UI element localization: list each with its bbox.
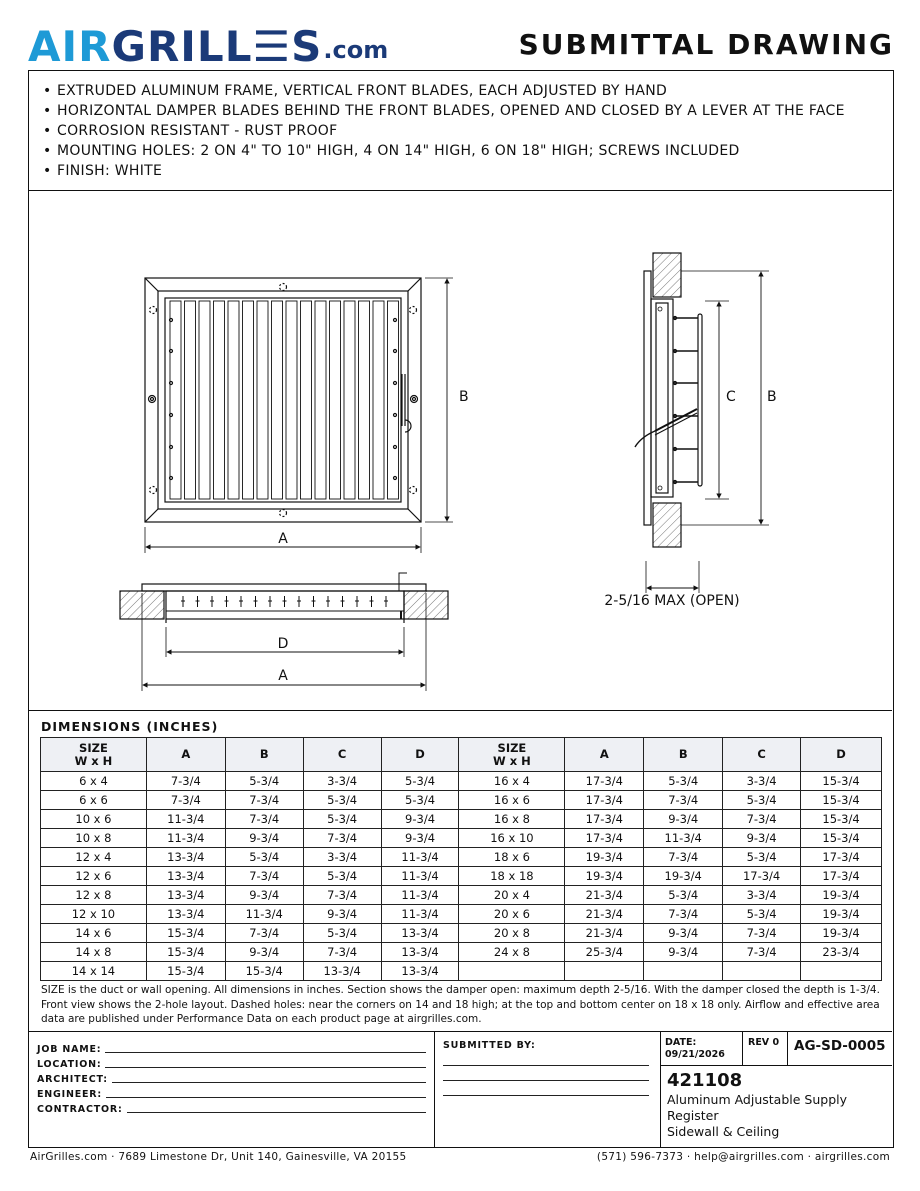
table-cell: 12 x 8 bbox=[41, 886, 147, 905]
job-info bbox=[29, 1032, 435, 1148]
front-blade bbox=[272, 301, 283, 499]
note-item: • HORIZONTAL DAMPER BLADES BEHIND THE FRONT BLADES, OPENED AND CLOSED BY A LEVER AT THE FACE bbox=[43, 101, 878, 121]
table-cell: 19-3/4 bbox=[565, 867, 644, 886]
table-cell: 21-3/4 bbox=[565, 905, 644, 924]
table-cell: 5-3/4 bbox=[381, 772, 459, 791]
table-cell: 7-3/4 bbox=[723, 810, 801, 829]
table-cell: 9-3/4 bbox=[644, 924, 723, 943]
front-blade bbox=[185, 301, 196, 499]
table-cell: 7-3/4 bbox=[644, 905, 723, 924]
table-row bbox=[41, 867, 882, 886]
table-cell: 15-3/4 bbox=[146, 962, 225, 981]
logo-grilles: GRILL☰S bbox=[111, 22, 323, 71]
table-cell: 17-3/4 bbox=[801, 848, 882, 867]
table-cell: 15-3/4 bbox=[801, 772, 882, 791]
table-cell bbox=[723, 962, 801, 981]
table-row bbox=[41, 905, 882, 924]
front-blade bbox=[243, 301, 254, 499]
table-cell: 5-3/4 bbox=[303, 810, 381, 829]
table-cell: 7-3/4 bbox=[146, 772, 225, 791]
table-cell: 9-3/4 bbox=[381, 829, 459, 848]
revision-cell: REV 0 bbox=[743, 1032, 788, 1066]
damper-pivot bbox=[394, 477, 397, 480]
table-cell: 9-3/4 bbox=[644, 810, 723, 829]
table-cell: 7-3/4 bbox=[146, 791, 225, 810]
column-header: D bbox=[801, 738, 882, 772]
table-cell: 15-3/4 bbox=[801, 829, 882, 848]
table-cell: 13-3/4 bbox=[381, 924, 459, 943]
description-line: Sidewall & Ceiling bbox=[667, 1124, 780, 1139]
front-blade bbox=[315, 301, 326, 499]
footer-address: AirGrilles.com · 7689 Limestone Dr, Unit 140, Gainesville, VA 20155 bbox=[30, 1151, 407, 1163]
table-cell: 3-3/4 bbox=[303, 772, 381, 791]
table-cell: 9-3/4 bbox=[381, 810, 459, 829]
table-cell: 5-3/4 bbox=[303, 791, 381, 810]
damper-pivot bbox=[170, 319, 173, 322]
table-cell: 9-3/4 bbox=[303, 905, 381, 924]
front-blade bbox=[199, 301, 210, 499]
table-row bbox=[41, 943, 882, 962]
table-cell bbox=[459, 962, 565, 981]
front-blade bbox=[228, 301, 239, 499]
table-cell: 15-3/4 bbox=[801, 810, 882, 829]
table-cell: 19-3/4 bbox=[565, 848, 644, 867]
document-number: AG-SD-0005 bbox=[788, 1032, 892, 1066]
side-dim-b: B bbox=[767, 389, 777, 405]
column-header: C bbox=[723, 738, 801, 772]
table-cell: 17-3/4 bbox=[565, 829, 644, 848]
damper-pivot bbox=[170, 477, 173, 480]
note-item: • CORROSION RESISTANT - RUST PROOF bbox=[43, 121, 878, 141]
table-cell: 20 x 4 bbox=[459, 886, 565, 905]
table-header-row bbox=[41, 738, 882, 772]
table-row bbox=[41, 791, 882, 810]
table-cell: 15-3/4 bbox=[146, 924, 225, 943]
column-header: C bbox=[303, 738, 381, 772]
table-cell: 13-3/4 bbox=[381, 962, 459, 981]
damper-pivot bbox=[170, 446, 173, 449]
damper-pivot bbox=[394, 319, 397, 322]
footer-contact: (571) 596-7373 · help@airgrilles.com · airgrilles.com bbox=[596, 1151, 890, 1163]
table-cell: 17-3/4 bbox=[801, 867, 882, 886]
airgrilles-logo bbox=[28, 20, 388, 70]
table-cell: 16 x 8 bbox=[459, 810, 565, 829]
column-header: A bbox=[565, 738, 644, 772]
date-cell bbox=[661, 1032, 743, 1066]
table-cell: 7-3/4 bbox=[303, 829, 381, 848]
submitted-by-section bbox=[435, 1032, 661, 1148]
submittal-sheet bbox=[28, 70, 894, 1148]
table-cell: 16 x 6 bbox=[459, 791, 565, 810]
dimensions-table bbox=[40, 737, 882, 981]
table-cell: 11-3/4 bbox=[381, 905, 459, 924]
signature-line[interactable] bbox=[443, 1051, 649, 1066]
table-cell: 25-3/4 bbox=[565, 943, 644, 962]
table-cell: 5-3/4 bbox=[723, 905, 801, 924]
table-row bbox=[41, 829, 882, 848]
front-blade bbox=[286, 301, 297, 499]
side-view bbox=[635, 253, 769, 593]
table-cell: 17-3/4 bbox=[565, 772, 644, 791]
front-blade bbox=[214, 301, 225, 499]
table-cell: 21-3/4 bbox=[565, 924, 644, 943]
column-header: A bbox=[146, 738, 225, 772]
date-label: DATE: bbox=[665, 1037, 697, 1048]
table-cell: 6 x 4 bbox=[41, 772, 147, 791]
table-row bbox=[41, 772, 882, 791]
table-cell: 7-3/4 bbox=[644, 791, 723, 810]
table-cell: 20 x 8 bbox=[459, 924, 565, 943]
table-cell: 15-3/4 bbox=[146, 943, 225, 962]
front-blade bbox=[301, 301, 312, 499]
note-item: • FINISH: WHITE bbox=[43, 161, 878, 181]
column-header: B bbox=[644, 738, 723, 772]
table-cell: 5-3/4 bbox=[225, 772, 303, 791]
dimensions-footnote: SIZE is the duct or wall opening. All dimensions in inches. Section shows the damper open: maximum depth 2-5/16. With the damper closed the depth is 1-3/4. Front view shows the 2-hole layout. Dashed holes: near the corners on 14 and 18 high; at the top and bottom center on 18 x 18 only. Airflow and effective area data are published under Performance Data on each product page at airgrilles.com. bbox=[41, 984, 880, 1025]
table-cell: 12 x 4 bbox=[41, 848, 147, 867]
table-cell: 5-3/4 bbox=[644, 886, 723, 905]
table-cell: 11-3/4 bbox=[225, 905, 303, 924]
table-cell: 21-3/4 bbox=[565, 886, 644, 905]
table-cell: 7-3/4 bbox=[303, 943, 381, 962]
table-cell: 12 x 6 bbox=[41, 867, 147, 886]
column-header: SIZE W x H bbox=[459, 738, 565, 772]
table-row bbox=[41, 848, 882, 867]
front-blade bbox=[257, 301, 268, 499]
table-cell: 17-3/4 bbox=[565, 810, 644, 829]
description-line: Register bbox=[667, 1108, 719, 1123]
table-cell: 19-3/4 bbox=[801, 924, 882, 943]
damper-pivot bbox=[394, 414, 397, 417]
damper-pivot bbox=[170, 350, 173, 353]
table-cell: 11-3/4 bbox=[381, 867, 459, 886]
table-cell: 11-3/4 bbox=[146, 829, 225, 848]
table-cell: 5-3/4 bbox=[723, 848, 801, 867]
table-cell: 16 x 4 bbox=[459, 772, 565, 791]
table-row bbox=[41, 962, 882, 981]
table-cell: 11-3/4 bbox=[381, 886, 459, 905]
table-cell: 5-3/4 bbox=[723, 791, 801, 810]
side-dim-c: C bbox=[726, 389, 736, 405]
front-blade bbox=[359, 301, 370, 499]
damper-pivot bbox=[394, 382, 397, 385]
side-dim-depth: 2-5/16 MAX (OPEN) bbox=[604, 593, 740, 609]
table-cell: 3-3/4 bbox=[723, 772, 801, 791]
table-cell: 7-3/4 bbox=[225, 924, 303, 943]
front-view bbox=[145, 278, 453, 553]
front-dim-b: B bbox=[459, 389, 469, 405]
table-cell: 13-3/4 bbox=[146, 867, 225, 886]
table-cell: 13-3/4 bbox=[381, 943, 459, 962]
table-cell: 7-3/4 bbox=[723, 924, 801, 943]
dimensions-title: DIMENSIONS (INCHES) bbox=[41, 719, 219, 734]
table-cell: 7-3/4 bbox=[303, 886, 381, 905]
table-cell: 7-3/4 bbox=[225, 867, 303, 886]
product-notes bbox=[29, 71, 892, 191]
note-item: • MOUNTING HOLES: 2 ON 4" TO 10" HIGH, 4 ON 14" HIGH, 6 ON 18" HIGH; SCREWS INCLUDED bbox=[43, 141, 878, 161]
damper-pivot bbox=[170, 414, 173, 417]
front-blade bbox=[170, 301, 181, 499]
column-header: D bbox=[381, 738, 459, 772]
table-cell: 11-3/4 bbox=[644, 829, 723, 848]
title-block bbox=[29, 1031, 892, 1147]
table-cell: 7-3/4 bbox=[644, 848, 723, 867]
damper-pivot bbox=[394, 350, 397, 353]
architect-field[interactable]: ARCHITECT: bbox=[37, 1070, 434, 1085]
table-cell: 18 x 6 bbox=[459, 848, 565, 867]
document-info bbox=[661, 1032, 892, 1148]
table-cell: 17-3/4 bbox=[723, 867, 801, 886]
signature-line[interactable] bbox=[443, 1066, 649, 1081]
table-cell bbox=[801, 962, 882, 981]
part-number: 421108 bbox=[667, 1070, 743, 1091]
table-cell: 9-3/4 bbox=[225, 943, 303, 962]
table-cell: 9-3/4 bbox=[225, 829, 303, 848]
front-blade bbox=[330, 301, 341, 499]
job-name-field[interactable]: JOB NAME: bbox=[37, 1040, 434, 1055]
table-cell: 14 x 14 bbox=[41, 962, 147, 981]
top-dim-d: D bbox=[277, 636, 289, 652]
table-cell: 12 x 10 bbox=[41, 905, 147, 924]
table-cell: 18 x 18 bbox=[459, 867, 565, 886]
location-field[interactable]: LOCATION: bbox=[37, 1055, 434, 1070]
table-cell: 5-3/4 bbox=[644, 772, 723, 791]
table-cell: 5-3/4 bbox=[303, 867, 381, 886]
contractor-field[interactable]: CONTRACTOR: bbox=[37, 1100, 434, 1115]
table-cell: 14 x 8 bbox=[41, 943, 147, 962]
table-cell: 17-3/4 bbox=[565, 791, 644, 810]
table-cell: 6 x 6 bbox=[41, 791, 147, 810]
column-header: B bbox=[225, 738, 303, 772]
table-cell: 9-3/4 bbox=[644, 943, 723, 962]
table-cell bbox=[565, 962, 644, 981]
table-cell: 15-3/4 bbox=[801, 791, 882, 810]
damper-pivot bbox=[170, 382, 173, 385]
top-dim-a: A bbox=[278, 668, 288, 684]
table-row bbox=[41, 924, 882, 943]
front-dim-a: A bbox=[278, 531, 288, 547]
date-value: 09/21/2026 bbox=[665, 1049, 725, 1060]
table-cell: 23-3/4 bbox=[801, 943, 882, 962]
description-line: Aluminum Adjustable Supply bbox=[667, 1092, 847, 1107]
table-cell: 20 x 6 bbox=[459, 905, 565, 924]
table-cell: 19-3/4 bbox=[644, 867, 723, 886]
table-cell: 7-3/4 bbox=[225, 791, 303, 810]
note-item: • EXTRUDED ALUMINUM FRAME, VERTICAL FRONT BLADES, EACH ADJUSTED BY HAND bbox=[43, 81, 878, 101]
submitted-by-label: SUBMITTED BY: bbox=[443, 1040, 536, 1051]
engineer-field[interactable]: ENGINEER: bbox=[37, 1085, 434, 1100]
table-cell: 13-3/4 bbox=[303, 962, 381, 981]
table-cell: 5-3/4 bbox=[225, 848, 303, 867]
front-blade bbox=[388, 301, 399, 499]
table-cell: 5-3/4 bbox=[381, 791, 459, 810]
header bbox=[28, 20, 894, 70]
table-cell: 19-3/4 bbox=[801, 905, 882, 924]
drawing-svg bbox=[29, 191, 892, 711]
front-blade bbox=[344, 301, 355, 499]
table-cell: 24 x 8 bbox=[459, 943, 565, 962]
table-cell: 13-3/4 bbox=[146, 905, 225, 924]
table-cell: 3-3/4 bbox=[303, 848, 381, 867]
table-row bbox=[41, 810, 882, 829]
document-title: SUBMITTAL DRAWING bbox=[518, 28, 894, 61]
table-cell: 14 x 6 bbox=[41, 924, 147, 943]
table-cell: 16 x 10 bbox=[459, 829, 565, 848]
column-header: SIZE W x H bbox=[41, 738, 147, 772]
logo-air: AIR bbox=[28, 22, 112, 71]
table-cell: 11-3/4 bbox=[146, 810, 225, 829]
table-cell: 19-3/4 bbox=[801, 886, 882, 905]
signature-line[interactable] bbox=[443, 1081, 649, 1096]
table-cell: 3-3/4 bbox=[723, 886, 801, 905]
damper-pivot bbox=[394, 446, 397, 449]
table-cell: 13-3/4 bbox=[146, 886, 225, 905]
table-cell: 5-3/4 bbox=[303, 924, 381, 943]
table-cell: 11-3/4 bbox=[381, 848, 459, 867]
technical-drawing bbox=[29, 191, 892, 711]
table-cell: 7-3/4 bbox=[225, 810, 303, 829]
product-description bbox=[667, 1092, 887, 1140]
logo-com: .com bbox=[323, 36, 389, 64]
table-row bbox=[41, 886, 882, 905]
table-cell: 9-3/4 bbox=[225, 886, 303, 905]
table-cell: 10 x 6 bbox=[41, 810, 147, 829]
table-cell bbox=[644, 962, 723, 981]
front-blade bbox=[373, 301, 384, 499]
table-cell: 15-3/4 bbox=[225, 962, 303, 981]
table-cell: 7-3/4 bbox=[723, 943, 801, 962]
table-cell: 10 x 8 bbox=[41, 829, 147, 848]
table-cell: 13-3/4 bbox=[146, 848, 225, 867]
table-cell: 9-3/4 bbox=[723, 829, 801, 848]
